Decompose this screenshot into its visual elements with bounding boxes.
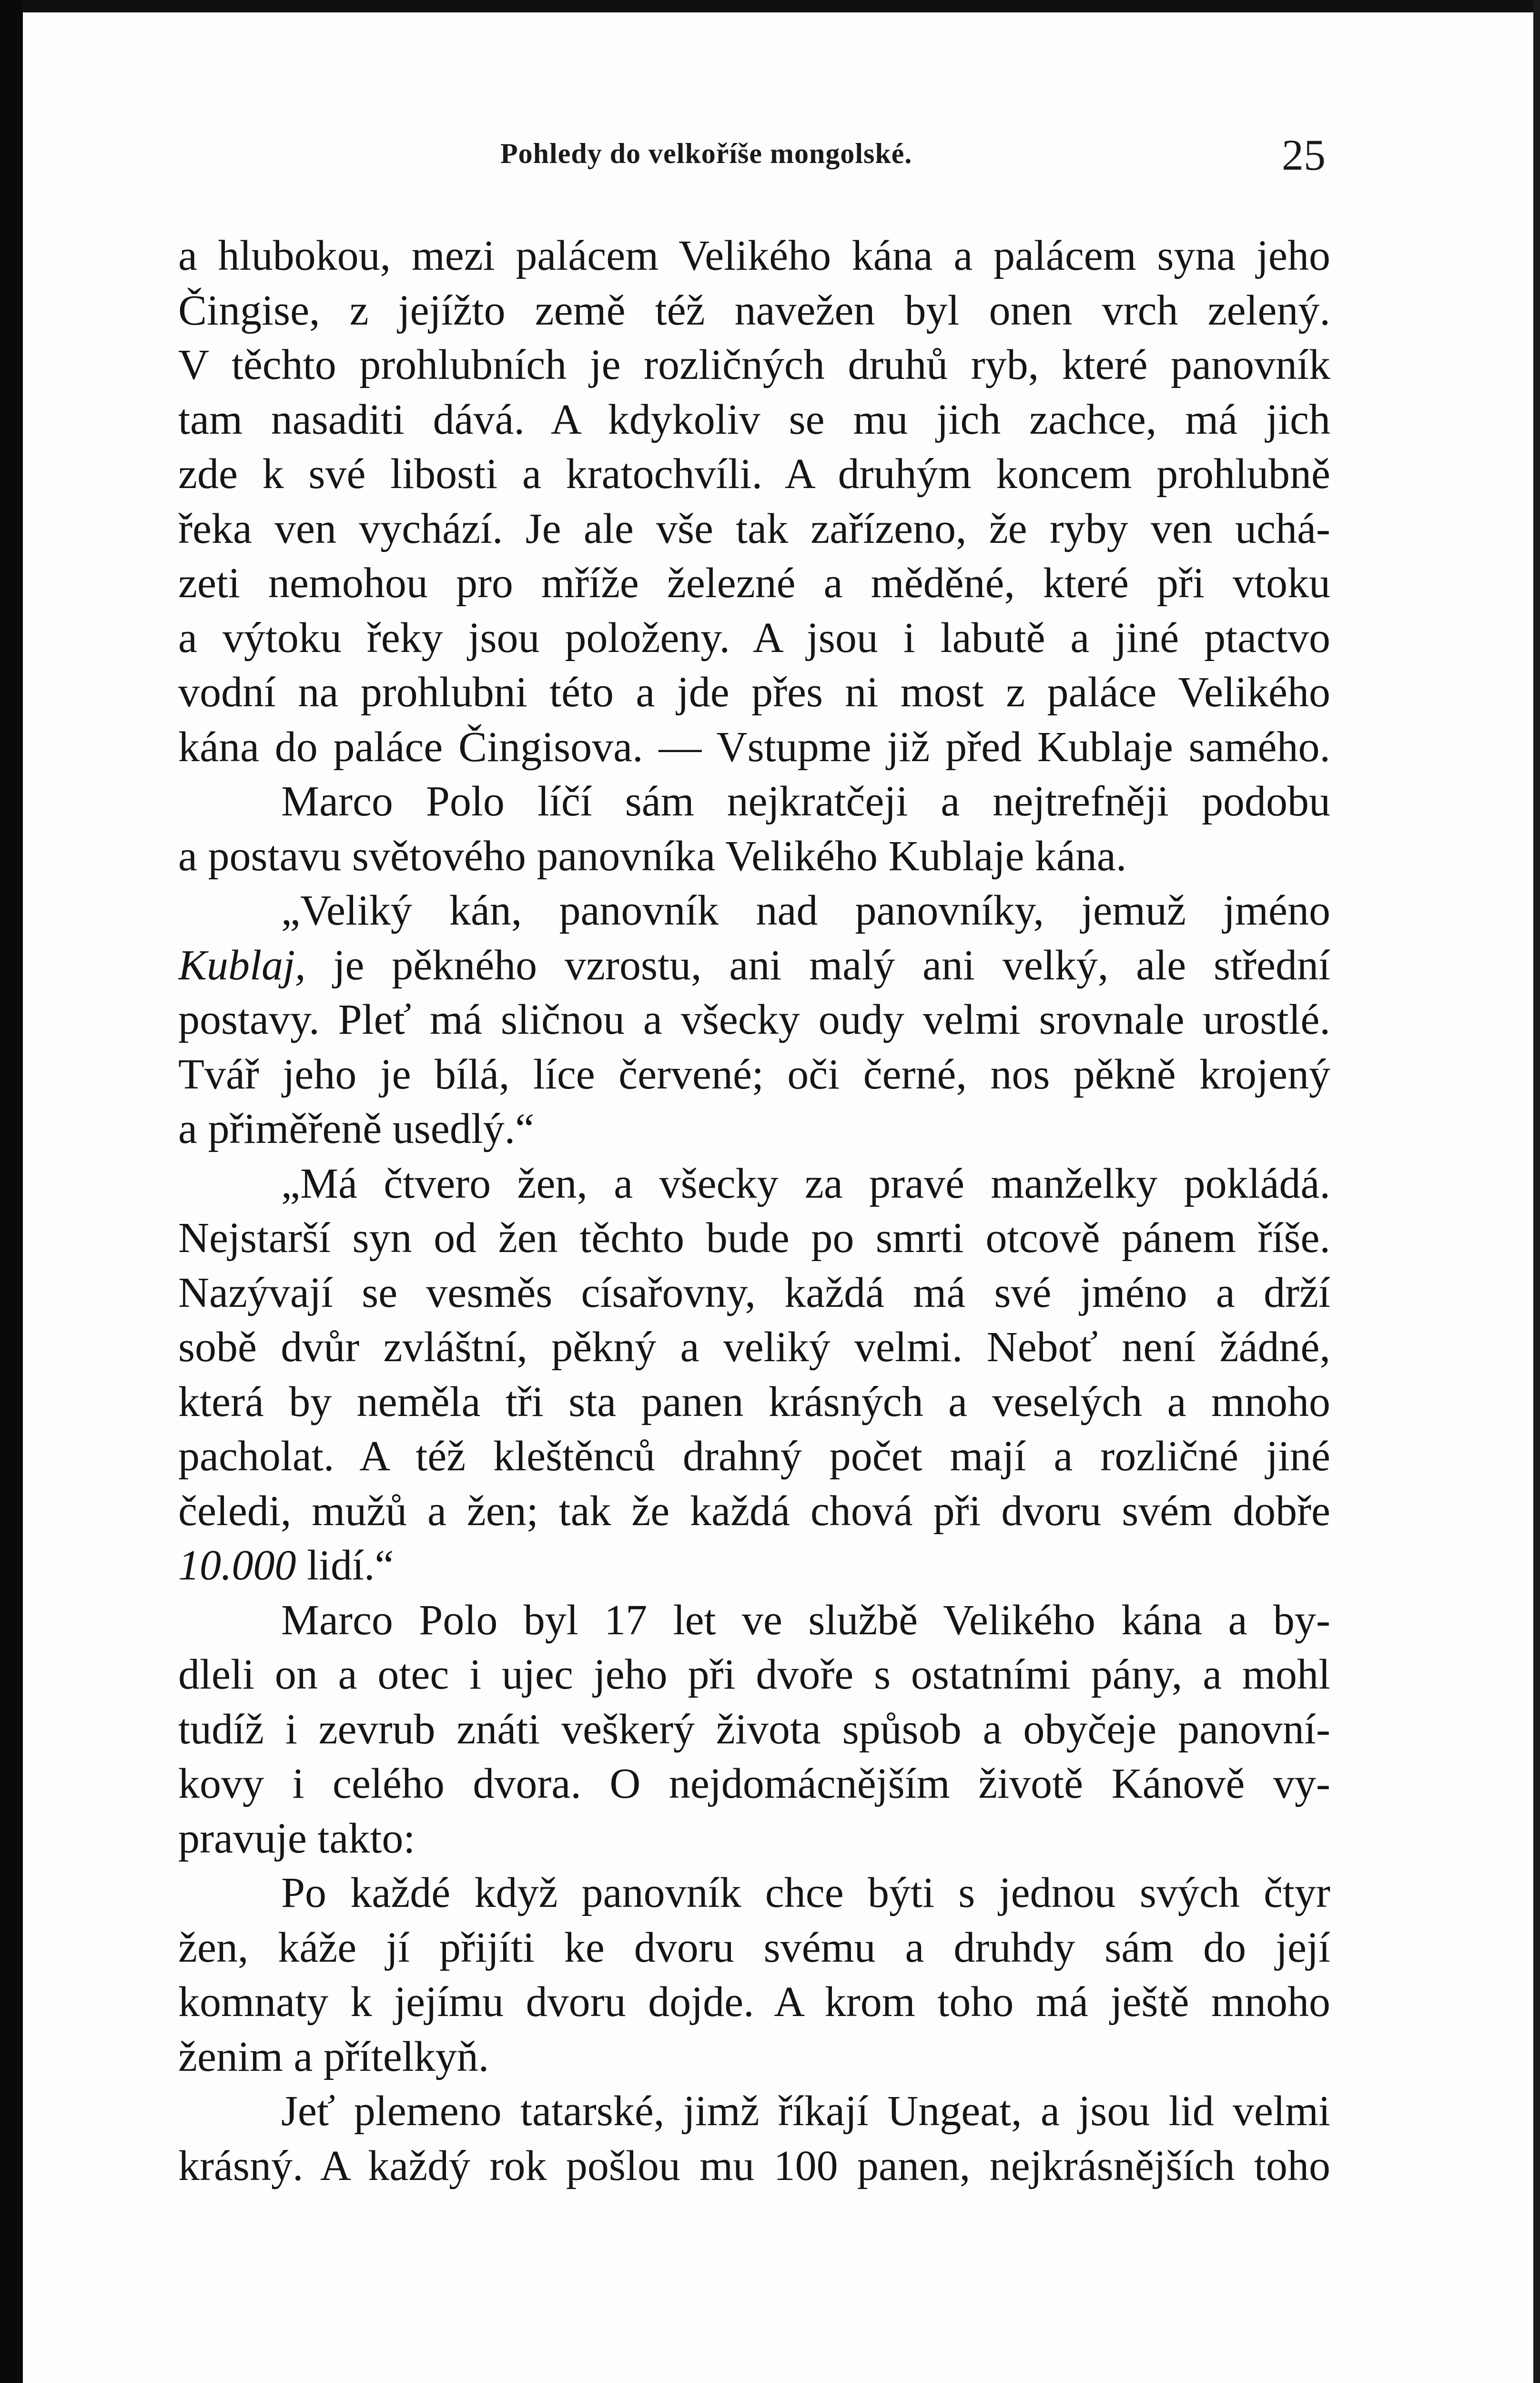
text-line: a přiměřeně usedlý.“ — [178, 1105, 535, 1152]
text-line-rest: je pěkného vzrostu, ani malý ani velký, ale střední — [333, 941, 1330, 989]
text-line: řeka ven vychází. Je ale vše tak zařízeno, že ryby ven uchá- — [178, 505, 1330, 552]
text-line: Tvář jeho je bílá, líce červené; oči černé, nos pěkně krojený — [178, 1050, 1330, 1098]
text-line: dleli on a otec i ujec jeho při dvoře s ostatními pány, a mohl — [178, 1651, 1330, 1698]
text-line: Marco Polo líčí sám nejkratčeji a nejtrefněji podobu — [281, 778, 1330, 825]
text-line-number — [178, 1538, 1330, 1593]
text-line: V těchto prohlubních je rozličných druhů ryb, které panovník — [178, 341, 1330, 388]
text-line: tudíž i zevrub znáti veškerý života spůsob a obyčeje panovní- — [178, 1705, 1330, 1753]
text-line: čeledi, mužů a žen; tak že každá chová při dvoru svém dobře — [178, 1487, 1330, 1535]
scan-border-left — [0, 0, 23, 2383]
text-line: žen, káže jí přijíti ke dvoru svému a druhdy sám do její — [178, 1924, 1330, 1971]
text-line: komnaty k jejímu dvoru dojde. A krom toho má ještě mnoho — [178, 1978, 1330, 2026]
text-line: ženim a přítelkyň. — [178, 2033, 489, 2080]
text-line: „Veliký kán, panovník nad panovníky, jemuž jméno — [281, 887, 1330, 934]
kublaj-emphasis: Kublaj, — [178, 941, 306, 989]
text-line: Marco Polo byl 17 let ve službě Velikého kána a by- — [281, 1596, 1330, 1644]
text-line: tam nasaditi dává. A kdykoliv se mu jich zachce, má jich — [178, 396, 1330, 443]
running-head: Pohledy do velkoříše mongolské. — [500, 138, 912, 169]
text-line: pacholat. A též kleštěnců drahný počet mají a rozličné jiné — [178, 1433, 1330, 1480]
text-line: postavy. Pleť má sličnou a všecky oudy velmi srovnale urostlé. — [178, 996, 1330, 1043]
number-emphasis: 10.000 — [178, 1542, 296, 1589]
text-line: která by neměla tři sta panen krásných a veselých a mnoho — [178, 1378, 1330, 1426]
text-line: a hlubokou, mezi palácem Velikého kána a palácem syna jeho — [178, 232, 1330, 279]
text-line: krásný. A každý rok pošlou mu 100 panen, nejkrásnějších toho — [178, 2142, 1330, 2190]
text-line: zde k své libosti a kratochvíli. A druhým koncem prohlubně — [178, 450, 1330, 498]
text-line: sobě dvůr zvláštní, pěkný a veliký velmi. Neboť není žádné, — [178, 1324, 1330, 1371]
text-line: pravuje takto: — [178, 1814, 415, 1862]
text-line: „Má čtvero žen, a všecky za pravé manželky pokládá. — [281, 1160, 1330, 1207]
text-line-rest: lidí.“ — [307, 1542, 394, 1589]
text-line: Nejstarší syn od žen těchto bude po smrti otcově pánem říše. — [178, 1214, 1330, 1262]
body-text — [178, 229, 1330, 2193]
text-line: zeti nemohou pro mříže železné a měděné, které při vtoku — [178, 560, 1330, 607]
text-line: a postavu světového panovníka Velikého Kublaje kána. — [178, 832, 1127, 880]
text-line: a výtoku řeky jsou položeny. A jsou i labutě a jiné ptactvo — [178, 614, 1330, 662]
page-number: 25 — [1282, 131, 1326, 179]
text-line: vodní na prohlubni této a jde přes ni most z paláce Velikého — [178, 669, 1330, 716]
text-line: Po každé když panovník chce býti s jednou svých čtyr — [281, 1869, 1330, 1916]
text-line: Jeť plemeno tatarské, jimž říkají Ungeat, a jsou lid velmi — [281, 2088, 1330, 2135]
scan-border-top — [0, 0, 1540, 12]
text-line-kublaj — [178, 938, 1330, 993]
scan-border-right — [1533, 0, 1540, 2383]
text-line: kána do paláce Čingisova. — Vstupme již před Kublaje samého. — [178, 723, 1330, 771]
text-line: Čingise, z jejížto země též navežen byl onen vrch zelený. — [178, 286, 1330, 334]
text-line: kovy i celého dvora. O nejdomácnějším životě Kánově vy- — [178, 1760, 1330, 1807]
text-line: Nazývají se vesměs císařovny, každá má své jméno a drží — [178, 1269, 1330, 1316]
